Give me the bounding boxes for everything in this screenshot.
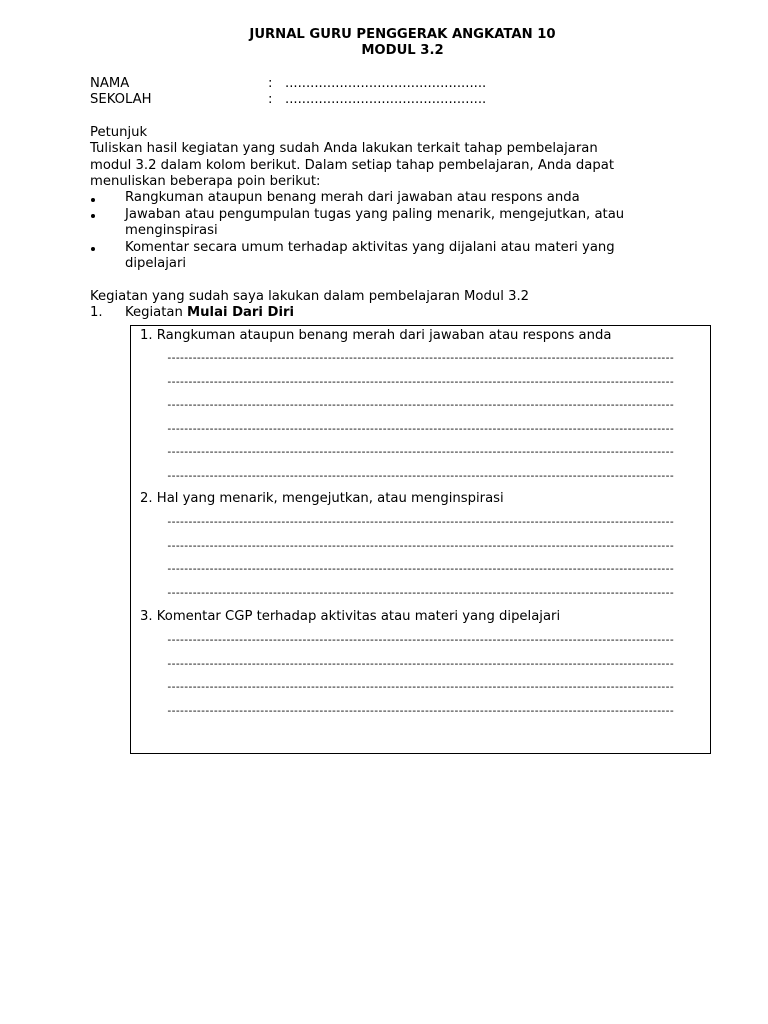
instructions-line-1: Tuliskan hasil kegiatan yang sudah Anda lakukan terkait tahap pembelajaran	[90, 141, 598, 156]
answer-line[interactable]: ------------------------------------------------------------------------------------------------------------------------	[166, 470, 673, 482]
activities-intro: Kegiatan yang sudah saya lakukan dalam pembelajaran Modul 3.2	[90, 289, 530, 304]
activity-number: 1.	[90, 305, 103, 320]
answer-line[interactable]: ------------------------------------------------------------------------------------------------------------------------	[166, 563, 673, 575]
bullet-item-3-cont: dipelajari	[125, 256, 187, 271]
nama-field[interactable]: ................................................	[285, 76, 487, 91]
question-2: 2. Hal yang menarik, mengejutkan, atau menginspirasi	[140, 491, 504, 506]
sekolah-label: SEKOLAH	[90, 92, 152, 107]
answer-line[interactable]: ------------------------------------------------------------------------------------------------------------------------	[166, 423, 673, 435]
document-title-line-1: JURNAL GURU PENGGERAK ANGKATAN 10	[249, 27, 556, 42]
answer-line[interactable]: ------------------------------------------------------------------------------------------------------------------------	[166, 658, 673, 670]
bullet-icon	[91, 198, 95, 202]
instructions-line-3: menuliskan beberapa poin berikut:	[90, 174, 321, 189]
activity-title-prefix: Kegiatan	[125, 305, 188, 320]
bullet-item-1: Rangkuman ataupun benang merah dari jawaban atau respons anda	[125, 190, 580, 205]
bullet-item-2-cont: menginspirasi	[125, 223, 218, 238]
nama-separator: :	[268, 76, 273, 91]
answer-line[interactable]: ------------------------------------------------------------------------------------------------------------------------	[166, 540, 673, 552]
answer-line[interactable]: ------------------------------------------------------------------------------------------------------------------------	[166, 399, 673, 411]
answer-line[interactable]: ------------------------------------------------------------------------------------------------------------------------	[166, 634, 673, 646]
answer-line[interactable]: ------------------------------------------------------------------------------------------------------------------------	[166, 376, 673, 388]
bullet-item-3: Komentar secara umum terhadap aktivitas yang dijalani atau materi yang	[125, 240, 615, 255]
bullet-icon	[91, 247, 95, 251]
activity-title	[125, 305, 294, 320]
answer-line[interactable]: ------------------------------------------------------------------------------------------------------------------------	[166, 587, 673, 599]
sekolah-field[interactable]: ................................................	[285, 92, 487, 107]
sekolah-separator: :	[268, 92, 273, 107]
nama-label: NAMA	[90, 76, 130, 91]
answer-line[interactable]: ------------------------------------------------------------------------------------------------------------------------	[166, 516, 673, 528]
question-3: 3. Komentar CGP terhadap aktivitas atau materi yang dipelajari	[140, 609, 561, 624]
instructions-line-2: modul 3.2 dalam kolom berikut. Dalam setiap tahap pembelajaran, Anda dapat	[90, 158, 615, 173]
answer-line[interactable]: ------------------------------------------------------------------------------------------------------------------------	[166, 352, 673, 364]
answer-line[interactable]: ------------------------------------------------------------------------------------------------------------------------	[166, 446, 673, 458]
activity-title-bold: Mulai Dari Diri	[187, 305, 295, 320]
question-1: 1. Rangkuman ataupun benang merah dari jawaban atau respons anda	[140, 328, 612, 343]
bullet-icon	[91, 214, 95, 218]
document-title-line-2: MODUL 3.2	[361, 43, 444, 58]
instructions-heading: Petunjuk	[90, 125, 148, 140]
answer-line[interactable]: ------------------------------------------------------------------------------------------------------------------------	[166, 681, 673, 693]
answer-line[interactable]: ------------------------------------------------------------------------------------------------------------------------	[166, 705, 673, 717]
bullet-item-2: Jawaban atau pengumpulan tugas yang paling menarik, mengejutkan, atau	[125, 207, 625, 222]
